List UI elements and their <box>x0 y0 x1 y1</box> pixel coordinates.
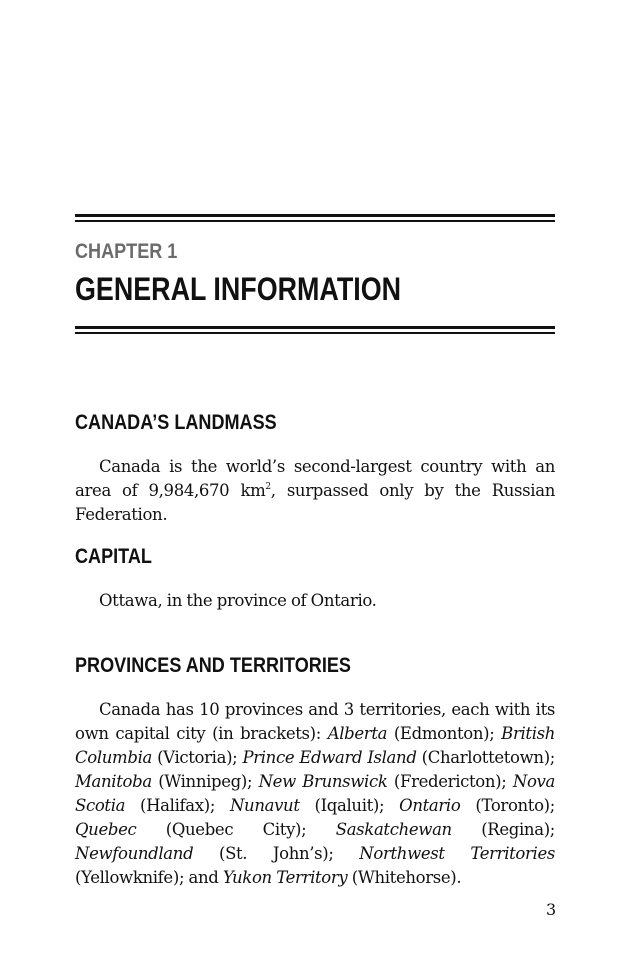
list-separator: ; <box>549 748 555 767</box>
chapter-top-rule <box>75 214 555 222</box>
chapter-bottom-rule <box>75 326 555 334</box>
list-separator: ; <box>549 820 555 839</box>
page-number: 3 <box>546 900 557 919</box>
section-heading-capital: CAPITAL <box>75 545 152 568</box>
list-separator: ; <box>328 844 360 863</box>
province-capital: (Iqaluit) <box>299 796 380 815</box>
paragraph-landmass <box>75 455 555 527</box>
province-capital: (Edmonton) <box>387 724 490 743</box>
province-name: Manitoba <box>75 772 152 791</box>
province-capital: (Quebec City) <box>136 820 302 839</box>
province-capital: (Charlottetown) <box>416 748 550 767</box>
list-separator: ; <box>232 748 243 767</box>
provinces-list <box>75 724 555 887</box>
province-capital: (Victoria) <box>152 748 233 767</box>
list-separator: ; <box>246 772 259 791</box>
province-name: Newfoundland <box>75 844 194 863</box>
province-name: British Columbia <box>75 724 556 767</box>
province-capital: (Toronto) <box>460 796 550 815</box>
province-capital: (Regina) <box>451 820 550 839</box>
province-capital: (Halifax) <box>125 796 210 815</box>
province-name: Saskatchewan <box>335 820 452 839</box>
province-capital: (Fredericton) <box>387 772 502 791</box>
province-name: Ontario <box>399 796 461 815</box>
list-separator: ; <box>178 868 189 887</box>
landmass-text-before: Canada is the world’s second-largest country with an area of 9,984,670 km <box>75 457 555 500</box>
list-separator: ; <box>489 724 502 743</box>
province-name: Prince Edward Island <box>242 748 417 767</box>
paragraph-provinces <box>75 698 555 890</box>
chapter-title: GENERAL INFORMATION <box>75 271 402 307</box>
section-heading-provinces: PROVINCES AND TERRITORIES <box>75 654 351 677</box>
landmass-text-after: , surpassed only by the Russian Federation. <box>75 481 555 524</box>
province-name: New Brunswick <box>258 772 388 791</box>
list-conjunction: and <box>188 868 223 887</box>
paragraph-capital <box>75 589 555 613</box>
list-separator: ; <box>501 772 513 791</box>
province-name: Alberta <box>327 724 388 743</box>
province-capital: (St. John’s) <box>193 844 329 863</box>
list-separator: . <box>456 868 462 887</box>
province-name: Nova Scotia <box>75 772 556 815</box>
section-heading-landmass: CANADA’S LANDMASS <box>75 411 277 434</box>
province-capital: (Yellowknife) <box>75 868 179 887</box>
list-separator: ; <box>379 796 400 815</box>
province-capital: (Whitehorse) <box>347 868 457 887</box>
chapter-label: CHAPTER 1 <box>75 240 178 263</box>
landmass-superscript: 2 <box>265 482 271 492</box>
list-separator: ; <box>209 796 230 815</box>
list-separator: ; <box>549 796 555 815</box>
list-separator: ; <box>301 820 336 839</box>
provinces-intro: Canada has 10 provinces and 3 territories, each with its own capital city (in brackets): <box>75 700 555 743</box>
province-name: Northwest Territories <box>359 844 555 863</box>
province-name: Nunavut <box>229 796 300 815</box>
province-name: Yukon Territory <box>222 868 348 887</box>
province-capital: (Winnipeg) <box>151 772 247 791</box>
province-name: Quebec <box>75 820 137 839</box>
capital-text: Ottawa, in the province of Ontario. <box>99 591 377 610</box>
